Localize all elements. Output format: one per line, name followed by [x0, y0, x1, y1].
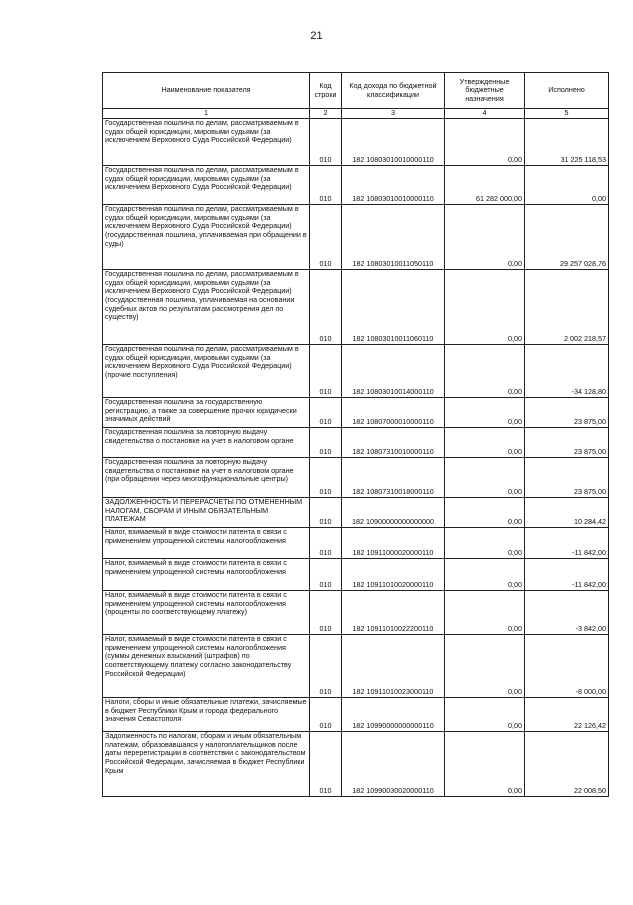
row-plan: 0,00 [445, 498, 525, 528]
row-plan: 0,00 [445, 270, 525, 345]
row-code: 010 [310, 166, 342, 205]
row-done: 23 875,00 [525, 398, 609, 428]
row-done: -8 000,00 [525, 635, 609, 698]
column-number: 1 [103, 109, 310, 119]
table-row [103, 732, 609, 797]
row-name: Налоги, сборы и иные обязательные платежи, зачисляемые в бюджет Республики Крым и города федерального значения Севастополя [103, 698, 310, 732]
row-plan: 0,00 [445, 398, 525, 428]
row-code: 010 [310, 428, 342, 458]
table-row [103, 698, 609, 732]
table-row [103, 528, 609, 559]
row-name: Государственная пошлина по делам, рассматриваемым в судах общей юрисдикции, мировыми судьями (за исключением Верховного Суда Российской Федерации) (государственная пошлина, уплачиваемая при обращении в суды) [103, 205, 310, 270]
row-code: 010 [310, 528, 342, 559]
row-done: 31 225 118,53 [525, 119, 609, 166]
row-done: 22 126,42 [525, 698, 609, 732]
column-number: 5 [525, 109, 609, 119]
row-done: 22 008,50 [525, 732, 609, 797]
row-kbk: 182 10807310010000110 [342, 428, 445, 458]
row-name: Задолженность по налогам, сборам и иным обязательным платежам, образовавшаяся у налогоплательщиков после даты перерегистрации в соответствии с законодательством Российской Федерации, зачисляемая в бюджет Республики Крым [103, 732, 310, 797]
table-row [103, 559, 609, 591]
row-plan: 0,00 [445, 428, 525, 458]
column-number-row [103, 109, 609, 119]
header-code: Код строки [310, 73, 342, 109]
row-done: -11 842,00 [525, 528, 609, 559]
row-code: 010 [310, 559, 342, 591]
row-plan: 61 282 000,00 [445, 166, 525, 205]
row-done: 10 284,42 [525, 498, 609, 528]
row-code: 010 [310, 732, 342, 797]
row-plan: 0,00 [445, 345, 525, 398]
row-plan: 0,00 [445, 591, 525, 635]
row-plan: 0,00 [445, 635, 525, 698]
row-name: Налог, взимаемый в виде стоимости патента в связи с применением упрощенной системы налогообложения (суммы денежных взысканий (штрафов) по соответствующему платежу согласно законодательству Российской Федерации) [103, 635, 310, 698]
row-code: 010 [310, 119, 342, 166]
header-name: Наименование показателя [103, 73, 310, 109]
row-name: Налог, взимаемый в виде стоимости патента в связи с применением упрощенной системы налогообложения (проценты по соответствующему платежу) [103, 591, 310, 635]
row-done: -11 842,00 [525, 559, 609, 591]
row-name: ЗАДОЛЖЕННОСТЬ И ПЕРЕРАСЧЕТЫ ПО ОТМЕНЕННЫМ НАЛОГАМ, СБОРАМ И ИНЫМ ОБЯЗАТЕЛЬНЫМ ПЛАТЕЖАМ [103, 498, 310, 528]
row-kbk: 182 10803010011060110 [342, 270, 445, 345]
row-done: 0,00 [525, 166, 609, 205]
budget-income-table [102, 72, 609, 797]
row-code: 010 [310, 458, 342, 498]
column-number: 3 [342, 109, 445, 119]
row-plan: 0,00 [445, 458, 525, 498]
header-plan: Утвержденные бюджетные назначения [445, 73, 525, 109]
table-row [103, 270, 609, 345]
table-row [103, 498, 609, 528]
row-name: Государственная пошлина за повторную выдачу свидетельства о постановке на учет в налоговом органе (при обращении через многофункциональные центры) [103, 458, 310, 498]
row-plan: 0,00 [445, 119, 525, 166]
table-row [103, 345, 609, 398]
table-row [103, 635, 609, 698]
row-plan: 0,00 [445, 205, 525, 270]
row-name: Государственная пошлина по делам, рассматриваемым в судах общей юрисдикции, мировыми судьями (за исключением Верховного Суда Российской Федерации) (государственная пошлина, уплачиваемая на основании судебных актов по результатам рассмотрения дел по существу) [103, 270, 310, 345]
page-number: 21 [310, 30, 323, 42]
row-kbk: 182 10803010011050110 [342, 205, 445, 270]
row-done: 23 875,00 [525, 428, 609, 458]
row-code: 010 [310, 591, 342, 635]
row-code: 010 [310, 498, 342, 528]
header-row [103, 73, 609, 109]
row-code: 010 [310, 698, 342, 732]
row-kbk: 182 10803010010000110 [342, 166, 445, 205]
row-kbk: 182 10807000010000110 [342, 398, 445, 428]
row-kbk: 182 10803010010000110 [342, 119, 445, 166]
row-code: 010 [310, 398, 342, 428]
row-plan: 0,00 [445, 698, 525, 732]
row-kbk: 182 10990030020000110 [342, 732, 445, 797]
row-kbk: 182 10900000000000000 [342, 498, 445, 528]
row-plan: 0,00 [445, 559, 525, 591]
row-kbk: 182 10911000020000110 [342, 528, 445, 559]
row-kbk: 182 10803010014000110 [342, 345, 445, 398]
row-code: 010 [310, 635, 342, 698]
table-row [103, 591, 609, 635]
row-name: Налог, взимаемый в виде стоимости патента в связи с применением упрощенной системы налогообложения [103, 559, 310, 591]
row-done: -34 128,80 [525, 345, 609, 398]
table-row [103, 166, 609, 205]
row-name: Налог, взимаемый в виде стоимости патента в связи с применением упрощенной системы налогообложения [103, 528, 310, 559]
table-row [103, 428, 609, 458]
table-row [103, 458, 609, 498]
row-done: 29 257 028,76 [525, 205, 609, 270]
row-name: Государственная пошлина по делам, рассматриваемым в судах общей юрисдикции, мировыми судьями (за исключением Верховного Суда Российской Федерации) [103, 119, 310, 166]
header-kbk: Код дохода по бюджетной классификации [342, 73, 445, 109]
row-code: 010 [310, 205, 342, 270]
column-number: 4 [445, 109, 525, 119]
row-kbk: 182 10807310018000110 [342, 458, 445, 498]
table-row [103, 398, 609, 428]
row-done: -3 842,00 [525, 591, 609, 635]
row-code: 010 [310, 345, 342, 398]
row-kbk: 182 10911010020000110 [342, 559, 445, 591]
header-done: Исполнено [525, 73, 609, 109]
table-row [103, 205, 609, 270]
row-code: 010 [310, 270, 342, 345]
row-name: Государственная пошлина по делам, рассматриваемым в судах общей юрисдикции, мировыми судьями (за исключением Верховного Суда Российской Федерации) (прочие поступления) [103, 345, 310, 398]
row-kbk: 182 10911010023000110 [342, 635, 445, 698]
row-name: Государственная пошлина по делам, рассматриваемым в судах общей юрисдикции, мировыми судьями (за исключением Верховного Суда Российской Федерации) [103, 166, 310, 205]
table-row [103, 119, 609, 166]
table-body [103, 119, 609, 797]
row-plan: 0,00 [445, 528, 525, 559]
row-kbk: 182 10911010022200110 [342, 591, 445, 635]
column-number: 2 [310, 109, 342, 119]
row-kbk: 182 10990000000000110 [342, 698, 445, 732]
row-done: 2 002 218,57 [525, 270, 609, 345]
row-name: Государственная пошлина за государственную регистрацию, а также за совершение прочих юридически значимых действий [103, 398, 310, 428]
row-plan: 0,00 [445, 732, 525, 797]
row-done: 23 875,00 [525, 458, 609, 498]
row-name: Государственная пошлина за повторную выдачу свидетельства о постановке на учет в налоговом органе [103, 428, 310, 458]
